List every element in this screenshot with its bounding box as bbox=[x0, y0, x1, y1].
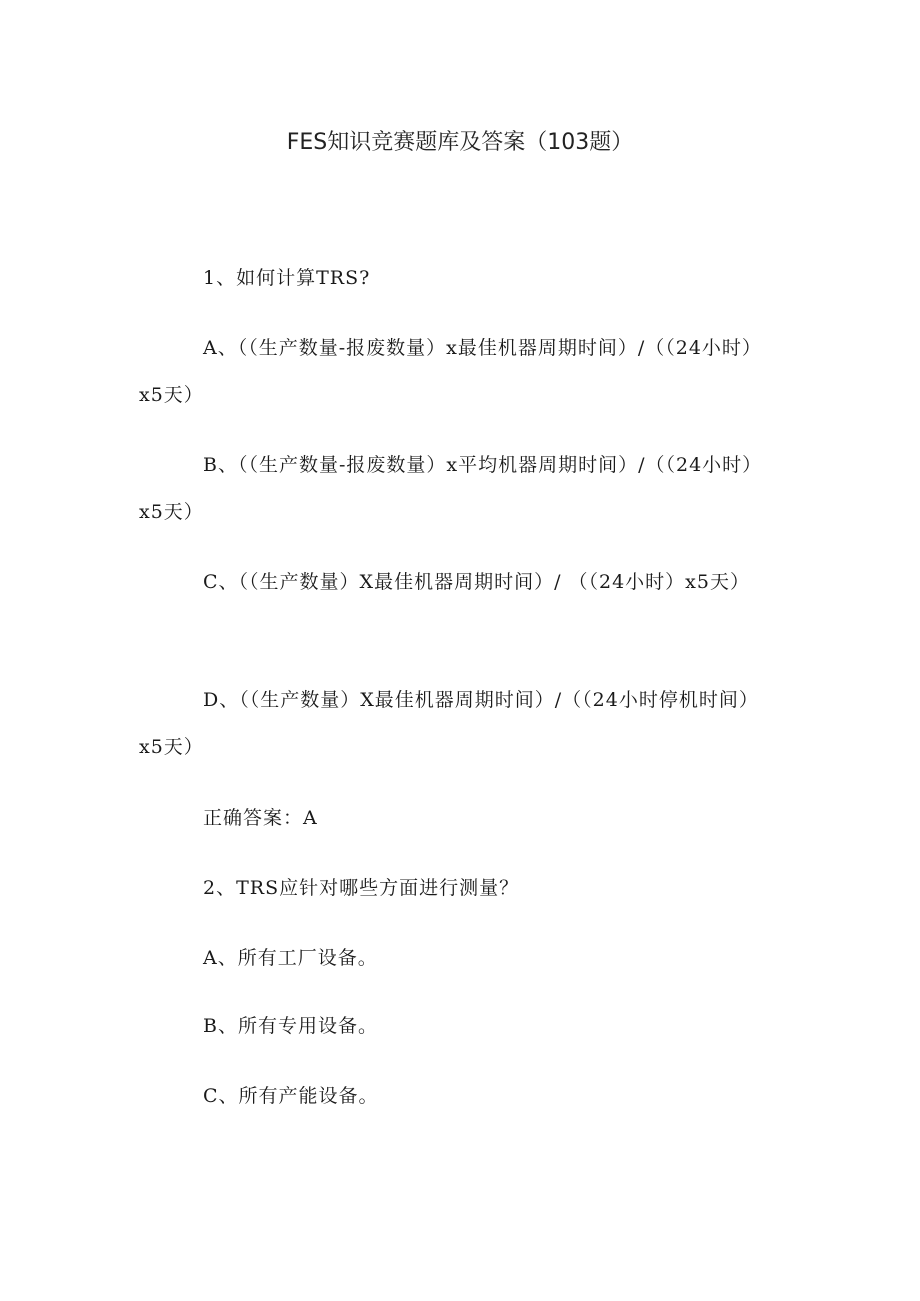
question-1-option-c: C、（（生产数量）X最佳机器周期时间）/ （（24小时）x5天） bbox=[203, 571, 750, 593]
document-title: FES知识竞赛题库及答案（103题） bbox=[286, 130, 634, 155]
question-2-option-c: C、所有产能设备。 bbox=[203, 1085, 379, 1107]
question-2-option-b: B、所有专用设备。 bbox=[203, 1015, 378, 1037]
question-2-option-a: A、所有工厂设备。 bbox=[203, 947, 378, 969]
question-1-answer: 正确答案：A bbox=[203, 807, 318, 829]
question-2: 2、TRS应针对哪些方面进行测量？ bbox=[203, 877, 520, 899]
question-1-option-b: B、（（生产数量-报废数量）x平均机器周期时间）/（（24小时） x5天） bbox=[139, 454, 763, 523]
question-1-option-d: D、（（生产数量）X最佳机器周期时间）/（（24小时停机时间） x5天） bbox=[139, 689, 759, 758]
question-1-option-a: A、（（生产数量-报废数量）x最佳机器周期时间）/（（24小时） x5天） bbox=[139, 337, 762, 406]
question-1: 1、如何计算TRS? bbox=[203, 267, 371, 289]
